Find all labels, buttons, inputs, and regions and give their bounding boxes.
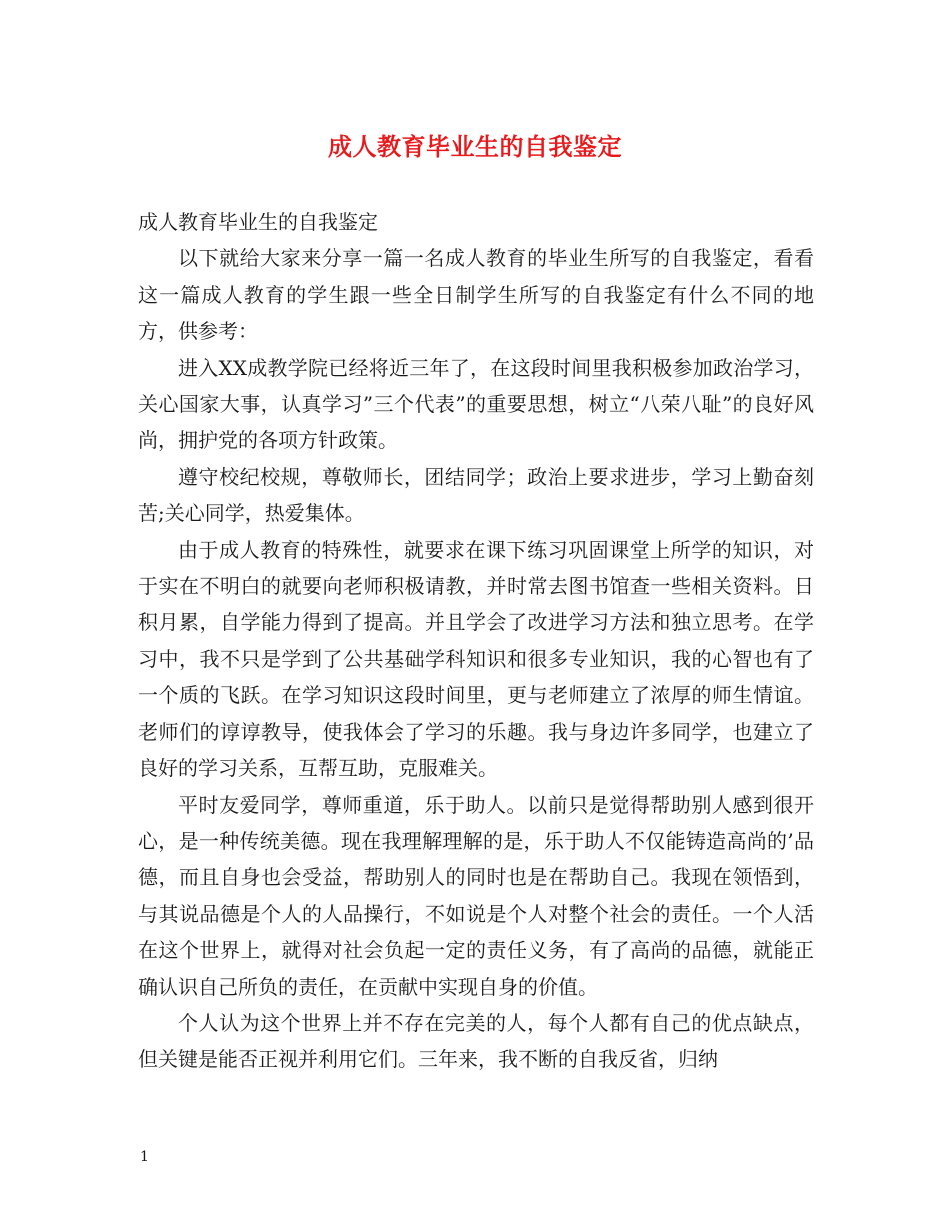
paragraph-intro: 以下就给大家来分享一篇一名成人教育的毕业生所写的自我鉴定，看看这一篇成人教育的学生跟一些全日制学生所写的自我鉴定有什么不同的地方，供参考： — [138, 246, 814, 344]
document-body — [138, 204, 814, 1078]
document-title: 成人教育毕业生的自我鉴定 — [328, 132, 622, 161]
paragraph-character: 平时友爱同学，尊师重道，乐于助人。以前只是觉得帮助别人感到很开心，是一种传统美德。现在我理解理解的是，乐于助人不仅能铸造高尚的’品德，而且自身也会受益，帮助别人的同时也是在帮助自己。我现在领悟到，与其说品德是个人的人品操行，不如说是个人对整个社会的责任。一个人活在这个世界上，就得对社会负起一定的责任义务，有了高尚的品德，就能正确认识自己所负的责任，在贡献中实现自身的价值。 — [138, 792, 814, 999]
paragraph-self-reflection: 个人认为这个世界上并不存在完美的人，每个人都有自己的优点缺点，但关键是能否正视并利用它们。三年来，我不断的自我反省，归纳 — [138, 1010, 814, 1072]
paragraph-politics: 进入XX成教学院已经将近三年了，在这段时间里我积极参加政治学习，关心国家大事，认真学习”三个代表”的重要思想，树立“八荣八耻”的良好风尚，拥护党的各项方针政策。 — [138, 355, 814, 453]
page-number: 1 — [140, 1149, 149, 1165]
document-subtitle: 成人教育毕业生的自我鉴定 — [138, 210, 378, 234]
paragraph-study: 由于成人教育的特殊性，就要求在课下练习巩固课堂上所学的知识，对于实在不明白的就要向老师积极请教，并时常去图书馆查一些相关资料。日积月累，自学能力得到了提高。并且学会了改进学习方法和独立思考。在学习中，我不只是学到了公共基础学科知识和很多专业知识，我的心智也有了一个质的飞跃。在学习知识这段时间里，更与老师建立了浓厚的师生情谊。老师们的谆谆教导，使我体会了学习的乐趣。我与身边许多同学，也建立了良好的学习关系，互帮互助，克服难关。 — [138, 537, 814, 781]
paragraph-discipline: 遵守校纪校规，尊敬师长，团结同学；政治上要求进步，学习上勤奋刻苦;关心同学，热爱集体。 — [138, 464, 814, 526]
